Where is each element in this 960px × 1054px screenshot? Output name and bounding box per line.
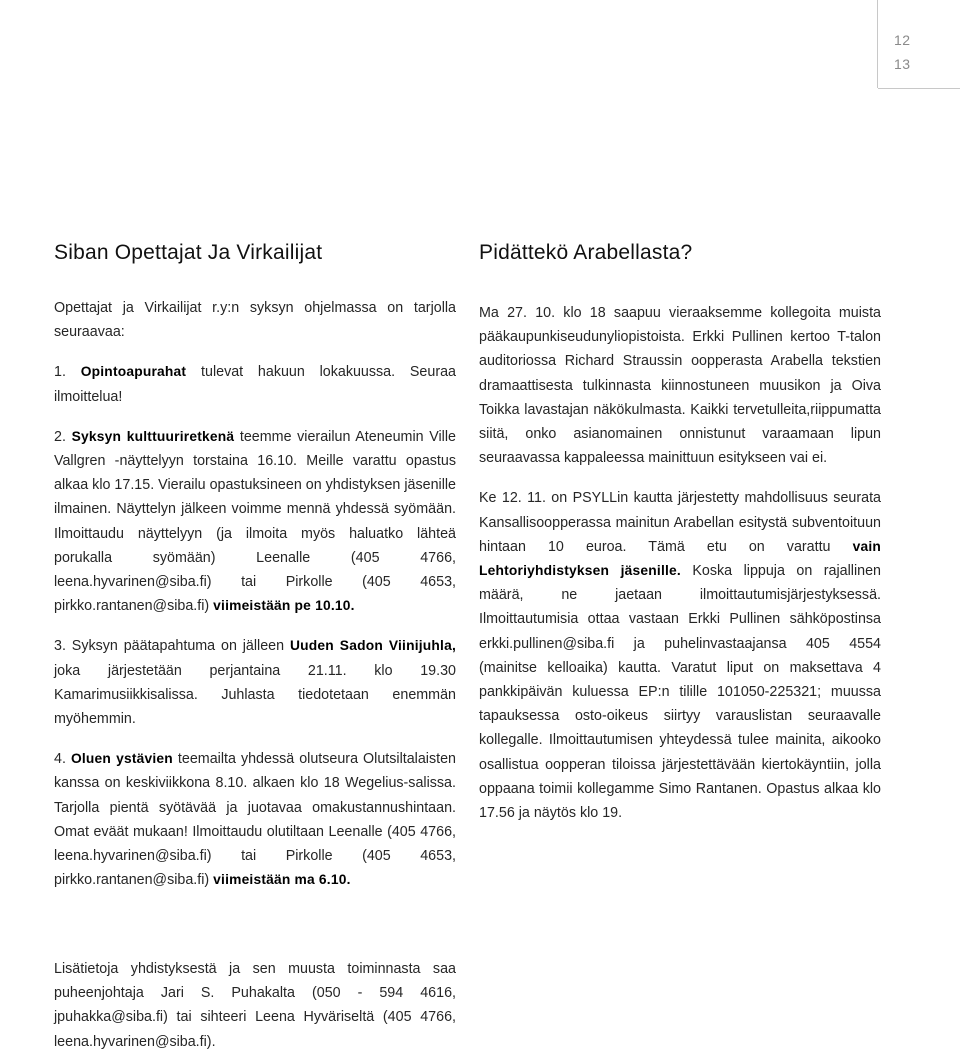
item-3-text: joka järjestetään perjantaina 21.11. klo 19.30 Kamarimusiikkisalissa. Juhlasta tiedotetaan enemmän myöhemmin. (54, 662, 456, 728)
item-3-paragraph (54, 634, 456, 731)
page-number-current: 12 (894, 32, 911, 48)
item-3-lead: 3. Syksyn päätapahtuma on jälleen (54, 638, 290, 655)
item-4-number: 4. (54, 751, 71, 768)
contact-paragraph: Lisätietoja yhdistyksestä ja sen muusta toiminnasta saa puheenjohtaja Jari S. Puhakalta (050 - 594 4616, jpuhakka@siba.fi) tai sihteeri Leena Hyväriseltä (405 4766, leena.hyvarinen@siba.fi). (54, 961, 456, 1050)
members-only-highlight: vain Lehtoriyhdistyksen jäsenille. (479, 538, 881, 579)
right-article-title: Pidättekö Arabellasta? (479, 241, 693, 264)
item-3-highlight: Uuden Sadon Viinijuhla, (289, 638, 456, 654)
performance-text-2: Koska lippuja on rajallinen määrä, ne jaetaan ilmoittautumisjärjestyksessä. Ilmoittautumisia ottaa vastaan Erkki Pullinen sähköpostinsa erkki.pullinen@siba.fi ja puhelinvastaajansa 405 4554 (mainitse kelloaika) kautta. Varatut liput on maksettava 4 pankkipäivän kuluessa EP:n tilille 101050-225321; muussa tapauksessa osto-oikeus siirtyy varauslistan seuraavalle kollegalle. Ilmoittautumisen yhteydessä tulee mainita, aikooko osallistua oopperan tiloissa järjestettävään kiertokäyntiin, jolla oppaana toimii kollegamme Simo Rantanen. Opastus alkaa klo 17.56 ja näytös klo 19. (479, 563, 881, 822)
arabella-lecture-paragraph: Ma 27. 10. klo 18 saapuu vieraaksemme kollegoita muista pääkaupunkiseudunyliopistoista. Erkki Pullinen kertoo T-talon auditoriossa Richard Straussin oopperasta Arabella tekstien dramaattisesta tulkinnasta kiinnostuneen muusikon ja Oiva Toikka lavastajan näkökulmasta. Kaikki tervetulleita,riippumatta siitä, onko asianomainen onnistunut varaamaan lipun seuraavassa kappaleessa mainittuun esitykseen vai ei. (479, 305, 881, 467)
arabella-performance-paragraph (479, 486, 881, 825)
item-2-paragraph (54, 425, 456, 619)
item-1-number: 1. (54, 364, 81, 381)
page-number-divider (878, 88, 960, 89)
left-article-body (54, 296, 456, 892)
right-article-body (479, 301, 881, 825)
left-article-title: Siban Opettajat Ja Virkailijat (54, 241, 323, 264)
item-1-text: tulevat hakuun lokakuussa. Seuraa ilmoittelua! (54, 364, 456, 405)
page-number-box (877, 0, 960, 88)
page-number-next: 13 (894, 56, 911, 72)
item-1-paragraph (54, 360, 456, 408)
item-4-paragraph (54, 747, 456, 892)
item-4-deadline: viimeistään ma 6.10. (213, 872, 351, 888)
intro-paragraph: Opettajat ja Virkailijat r.y:n syksyn ohjelmassa on tarjolla seuraavaa: (54, 300, 456, 341)
item-2-number: 2. (54, 428, 72, 445)
performance-text-1: Ke 12. 11. on PSYLLin kautta järjestetty mahdollisuus seurata Kansallisoopperassa mainitun Arabellan esitystä subventoituun hintaan 10 euroa. Tämä etu on varattu (479, 490, 881, 555)
item-4-text: teemailta yhdessä olutseura Olutsiltalaisten kanssa on keskiviikkona 8.10. alkaen klo 18 Wegelius-salissa. Tarjolla pientä syötävää ja juotavaa omakustannushintaan. Omat eväät mukaan! Ilmoittaudu olutiltaan Leenalle (405 4766, leena.hyvarinen@siba.fi) tai Pirkolle (405 4653, pirkko.rantanen@siba.fi) (54, 751, 456, 889)
item-4-highlight: Oluen ystävien (70, 751, 173, 767)
item-2-highlight: Syksyn kulttuuriretkenä (71, 428, 235, 444)
item-1-highlight: Opintoapurahat (80, 364, 187, 380)
contact-info (54, 957, 456, 1054)
item-2-deadline: viimeistään pe 10.10. (213, 598, 355, 614)
item-2-text: teemme vierailun Ateneumin Ville Vallgren -näyttelyyn torstaina 16.10. Meille varattu opastus alkaa klo 17.15. Vierailu opastuksineen on yhdistyksen jäsenille ilmainen. Näyttelyn jälkeen voimme mennä yhdessä syömään. Ilmoittaudu näyttelyyn (ja ilmoita myös haluatko lähteä porukalla syömään) Leenalle (405 4766, leena.hyvarinen@siba.fi) tai Pirkolle (405 4653, pirkko.rantanen@siba.fi) (54, 428, 456, 615)
